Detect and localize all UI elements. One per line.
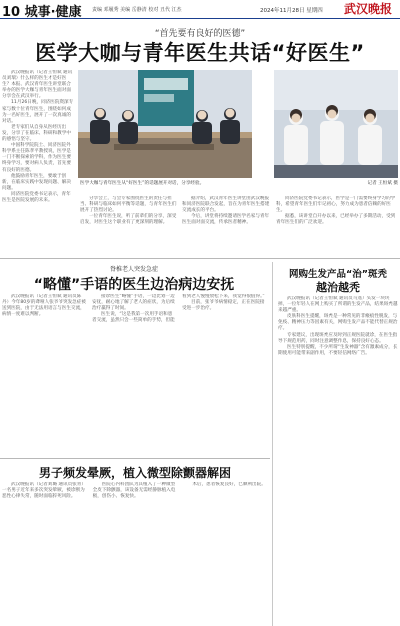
paragraph: 据悉，该讲堂自开办以来，已经举办了多期活动，受到青年医生们的广泛欢迎。 (276, 214, 396, 226)
lead-headline: 医学大咖与青年医生共话“好医生” (35, 41, 365, 65)
article2-headline: “略懂”手语的医生边治病边安抚 (33, 277, 235, 293)
paragraph: 一位青年医生说，听了前辈们的分享，深受启发，对医生这个职业有了更深刻的理解。 (80, 214, 177, 226)
article2-body (2, 294, 266, 452)
paragraph: 今后，讲堂将持续邀请医学名家与青年医生面对面交流，传承医者精神。 (182, 214, 270, 226)
section-divider (0, 258, 400, 259)
article2-pretitle: 脊椎老人突发急症 (109, 266, 158, 273)
paragraph: 皮肤科医生提醒，斑秃是一种常见的非瘢痕性脱发，与免疫、精神压力等因素有关，网购生发产品不能代替正规治疗。 (278, 314, 398, 332)
paragraph: 专家建议，出现斑秃应及时到正规医院就诊，在医生指导下规范用药，同时注意调整作息，保持良好心态。 (278, 332, 398, 344)
lead-column-3 (182, 196, 272, 254)
paragraph: 11月26日晚，同济医院资深专家与数十位青年医生，围绕如何成为一名好医生，展开了一次真诚的对话。 (2, 100, 74, 124)
paragraph: 武汉晚报讯（记者刘璐 通讯员张青）一名男子近年来多次突发晕厥，被诊断为恶性心律失常，随时面临猝死风险。 (2, 482, 86, 500)
paragraph: 中国科学院院士、同济医院外科学系主任陈孝平教授说，医学是一门不断探索的学科，作为医生要终身学习，要对病人负责，首先要有良好的医德。 (2, 143, 71, 173)
lead-column-2 (80, 196, 178, 254)
lead-column-4 (276, 196, 398, 254)
paragraph: 据介绍，武汉青年医生讲堂由武汉晚报和同济医院联合发起，旨在为青年医生搭建交流成长的平台。 (182, 196, 270, 214)
paragraph: 他鼓励青年医生，要敢于创新，在临床实践中发现问题、解决问题。 (2, 173, 71, 191)
article3-headline-line1: 网购生发产品“治”斑秃 (289, 269, 387, 280)
lead-photo-caption: 医学大咖与青年医生从“好医生”的话题展开对话，分享经验。 (80, 181, 205, 186)
side-photo-illustration (274, 70, 398, 178)
page-header (0, 0, 400, 19)
paragraph: 分享会上，与会专家围绕医生的责任与担当、科研与临床如何平衡等话题，与青年医生们展开了热烈讨论。 (80, 196, 177, 214)
side-photo-caption: 记者 王恒斌 摄 (367, 181, 398, 186)
article3-body (278, 296, 398, 622)
issue-date: 2024年11月28日 星期四 (260, 8, 323, 14)
paragraph: 同济医院党委书记表示，医学是一门需要终身学习的学科，希望青年医生们牢记初心，努力成为患者信赖的好医生。 (276, 196, 396, 214)
paragraph: 武汉晚报讯（记者王恒斌 通讯员刘瑞）什么样的医生才是好医生？本报、武汉青年医生讲堂联合举办的医学大咖与青年医生面对面分享会在武汉举行。 (2, 70, 73, 100)
section-title: 10 城事·健康 (2, 5, 82, 20)
article4-headline: 男子频发晕厥，植入微型除颤器解困 (38, 466, 231, 480)
paragraph: 医院心内科团队为其植入了一种微型全皮下除颤器，该设备无需经静脉植入电极，创伤小、恢复快。 (92, 482, 176, 500)
side-photo (274, 70, 398, 178)
lead-column-1 (2, 70, 74, 218)
paragraph: 武汉晚报讯（记者王恒斌 通讯员马遥）头发一块块掉，一位年轻人在网上购买了所谓的生发产品，结果斑秃越来越严重。 (278, 296, 398, 314)
article3-headline-line2: 越治越秃 (316, 281, 360, 294)
staff-credits: 责编 邓履秀 美编 岳静清 校对 丑代 江杰 (92, 7, 182, 13)
paragraph: 医生特别提醒，不少所谓“生发神器”含有激素成分，长期使用可能带来副作用，不要轻信网络广告。 (278, 344, 398, 356)
paragraph: 术后，患者恢复良好，已顺利出院。 (192, 482, 266, 487)
paragraph: 接诊医生“略懂”手语，一边比划一边安抚，耐心地了解了老人的症状，为后续治疗赢得了时间。 (92, 294, 175, 312)
column-divider (272, 262, 273, 626)
paragraph: 同济医院党委书记表示，青年医生是医院发展的未来。 (2, 191, 71, 203)
lead-photo-illustration (78, 70, 252, 178)
section-divider (0, 458, 270, 459)
paragraph: 目前，张爷爷病情稳定，正在医院接受进一步治疗。 (182, 300, 265, 312)
paragraph: 老专家们从自身从医经历出发，分享了在临床、科研和教学中的感悟与坚守。 (2, 124, 71, 143)
paragraph: 医生说，“这是我第一次用手语和患者交流，虽然只会一些简单的手势，但能看到老人慢慢放松下来，我觉得很值得。” (92, 294, 265, 324)
paragraph: 武汉晚报讯（记者王恒斌 通讯员陈丹）今年80岁的聋哑人张爷爷突发急症被送到医院，由于无法用语言与医生交流，病情一度难以判断。 (2, 294, 86, 318)
article4-body (2, 482, 268, 624)
lead-photo (78, 70, 252, 178)
newspaper-logo: 武汉晚报 (344, 2, 393, 16)
lead-pretitle: “首先要有良好的医德” (154, 29, 246, 39)
